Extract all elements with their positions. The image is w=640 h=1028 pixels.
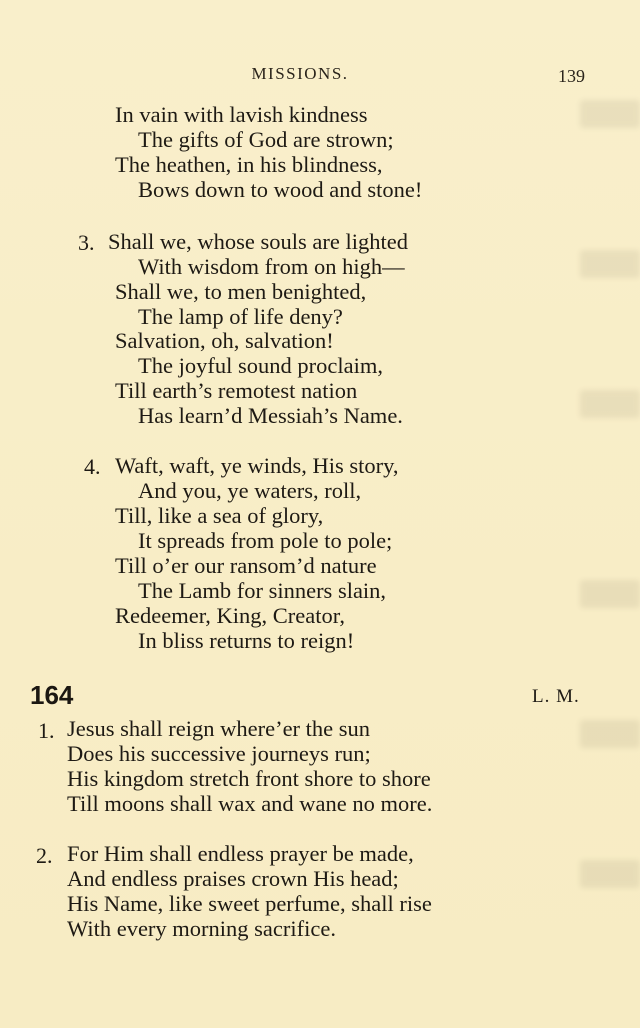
verse-line: In bliss returns to reign! [138,628,355,653]
verse-line: His kingdom stretch front shore to shore [67,766,431,791]
show-through-mark [580,860,640,888]
verse-line: Till o’er our ransom’d nature [115,553,377,578]
verse-line: The lamp of life deny? [138,304,343,329]
verse-line: Waft, waft, ye winds, His story, [115,453,399,478]
verse-line: It spreads from pole to pole; [138,528,393,553]
verse-line: Does his successive journeys run; [67,741,371,766]
verse-line: Has learn’d Messiah’s Name. [138,403,403,428]
stanza-number: 2. [36,843,53,868]
verse-line: Till, like a sea of glory, [115,503,324,528]
verse-line: With every morning sacrifice. [67,916,336,941]
show-through-mark [580,580,640,608]
verse-line: Shall we, whose souls are lighted [108,229,408,254]
verse-line: Till earth’s remotest nation [115,378,358,403]
verse-line: In vain with lavish kindness [115,102,368,127]
verse-line: Redeemer, King, Creator, [115,603,345,628]
show-through-mark [580,100,640,128]
verse-line: And you, ye waters, roll, [138,478,362,503]
verse-line: For Him shall endless prayer be made, [67,841,414,866]
verse-line: Bows down to wood and stone! [138,177,423,202]
verse-line: The heathen, in his blindness, [115,152,383,177]
page-number: 139 [558,66,585,86]
verse-line: His Name, like sweet perfume, shall rise [67,891,432,916]
verse-line: Shall we, to men benighted, [115,279,367,304]
stanza-number: 4. [84,454,101,479]
section-title: MISSIONS. [251,64,349,83]
stanza-number: 3. [78,230,95,255]
verse-line: Salvation, oh, salvation! [115,328,334,353]
verse-line: With wisdom from on high— [138,254,405,279]
hymn-meter: L. M. [532,686,580,707]
show-through-mark [580,390,640,418]
verse-line: Jesus shall reign where’er the sun [67,716,371,741]
show-through-mark [580,720,640,748]
verse-line: And endless praises crown His head; [67,866,399,891]
show-through-mark [580,250,640,278]
verse-line: The Lamb for sinners slain, [138,578,387,603]
stanza-number: 1. [38,718,55,743]
verse-line: The gifts of God are strown; [138,127,394,152]
hymn-number: 164 [30,680,74,710]
verse-line: Till moons shall wax and wane no more. [67,791,433,816]
verse-line: The joyful sound proclaim, [138,353,383,378]
